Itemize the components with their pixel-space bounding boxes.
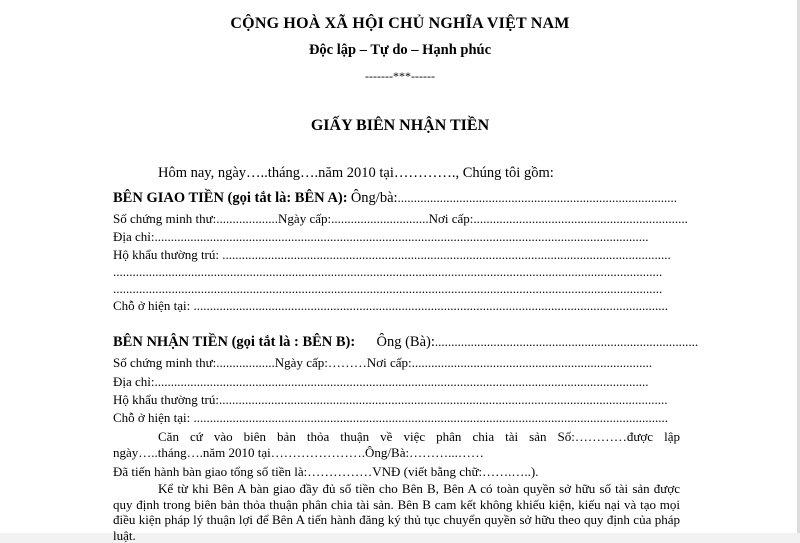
- party-a-current-residence: Chỗ ở hiện tại: ..................................................................................................................................................: [113, 298, 669, 313]
- intro-line: Hôm nay, ngày…..tháng….năm 2010 tại…………., Chúng tôi gồm:: [158, 165, 554, 181]
- paragraph-3: Kể từ khi Bên A bàn giao đầy đủ số tiền cho Bên B, Bên A có toàn quyền sở hữu số tài sản được quy định trong biên bản thỏa thuận phân chia tài sản. Bên B cam kết không khiếu kiện, kiếu nại và tạo mọi điều kiện pháp lý thuận lợi để Bên A tiến hành đăng ký thủ tục chuyển quyền sở hữu theo quy định của pháp luật.: [113, 481, 680, 543]
- party-b-household: Hộ khẩu thường trú:..........................................................................................................................................: [113, 392, 668, 407]
- document-title: GIẤY BIÊN NHẬN TIỀN: [310, 117, 490, 134]
- party-a-household: Hộ khẩu thường trú: ..........................................................................................................................................: [113, 247, 671, 262]
- motto: Độc lập – Tự do – Hạnh phúc: [308, 42, 492, 58]
- party-b-heading: BÊN NHẬN TIỀN (gọi tắt là : BÊN B):: [113, 334, 356, 350]
- party-b-heading-row: [113, 334, 699, 350]
- paragraph-2: Đã tiến hành bàn giao tổng số tiền là:……………VNĐ (viết bằng chữ:…….…..).: [113, 464, 539, 479]
- party-a-blank-line-2: .........................................................................................................................................................................: [113, 281, 663, 296]
- party-b-id-line: Số chứng minh thư:..................Ngày cấp:………Nơi cấp:..........................................................................: [113, 355, 653, 370]
- party-a-name-dots: ......................................................................................: [397, 190, 678, 205]
- header-separator: -------***------: [365, 69, 435, 83]
- party-b-current-residence: Chỗ ở hiện tại: ..................................................................................................................................................: [113, 410, 669, 425]
- party-a-heading-row: [113, 190, 680, 206]
- party-a-address: Địa chỉ:........................................................................................................................................................: [113, 229, 649, 244]
- paragraph-1-line-2: ngày…..tháng….năm 2010 tại………………….Ông/Bà:………...……: [113, 445, 484, 460]
- paragraph-1-line-1: Căn cứ vào biên bản thỏa thuận về việc phân chia tài sản Số:…………được lập: [158, 429, 680, 444]
- national-title: CỘNG HOÀ XÃ HỘI CHỦ NGHĨA VIỆT NAM: [230, 15, 570, 32]
- party-b-address: Địa chỉ:........................................................................................................................................................: [113, 374, 649, 389]
- party-a-heading: BÊN GIAO TIỀN (gọi tắt là: BÊN A):: [113, 190, 348, 206]
- party-a-blank-line-1: .........................................................................................................................................................................: [113, 264, 663, 279]
- party-b-name-dots: .................................................................................: [434, 334, 699, 349]
- party-a-name-label: Ông/bà:: [350, 190, 398, 206]
- party-b-name-label: Ông (Bà):: [376, 334, 435, 350]
- party-a-id-line: Số chứng minh thư:...................Ngày cấp:..............................Nơi cấp:..................................................................: [113, 211, 688, 226]
